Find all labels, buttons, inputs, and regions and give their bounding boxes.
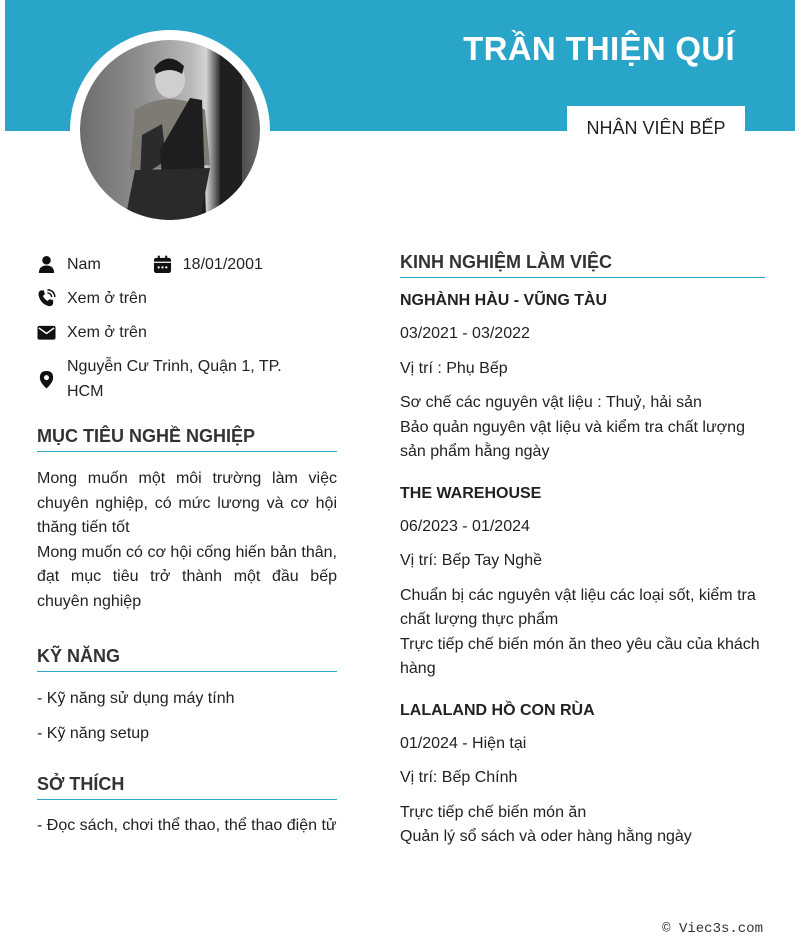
job-duty: Trực tiếp chế biến món ăn bbox=[400, 803, 587, 821]
objective-paragraph: Mong muốn một môi trường làm việc chuyên nghiệp, có mức lương và cơ hội thăng tiến tốt bbox=[37, 470, 337, 536]
objective-paragraph: Mong muốn có cơ hội cống hiến bản thân, đạt mục tiêu trở thành một đầu bếp chuyên nghiệp bbox=[37, 543, 337, 610]
address-value bbox=[67, 354, 282, 404]
job-duties bbox=[400, 801, 765, 850]
job-company: NGHÀNH HÀU - VŨNG TÀU bbox=[400, 292, 608, 309]
phone-value: Xem ở trên bbox=[67, 290, 147, 307]
job-company: THE WAREHOUSE bbox=[400, 484, 542, 502]
job-title-chip bbox=[567, 106, 745, 150]
location-pin-icon bbox=[37, 354, 57, 404]
email-value: Xem ở trên bbox=[67, 324, 147, 341]
avatar bbox=[80, 40, 260, 220]
job-duty: Sơ chế các nguyên vật liệu : Thuỷ, hải sản bbox=[400, 394, 702, 411]
right-column bbox=[400, 252, 765, 850]
skill-item: - Kỹ năng setup bbox=[37, 725, 150, 742]
job-entry bbox=[400, 292, 765, 465]
experience-title: KINH NGHIỆM LÀM VIỆC bbox=[400, 252, 765, 278]
job-position: Vị trí: Bếp Tay Nghề bbox=[400, 552, 542, 569]
contact-phone bbox=[37, 286, 337, 311]
skills-list bbox=[37, 687, 337, 746]
birthday-value: 18/01/2001 bbox=[182, 256, 263, 273]
hobbies-list bbox=[37, 814, 337, 839]
skill-item: - Kỹ năng sử dụng máy tính bbox=[37, 690, 235, 707]
envelope-icon bbox=[37, 320, 57, 345]
profile-photo-icon bbox=[80, 40, 260, 220]
calendar-icon bbox=[153, 252, 173, 277]
job-company: LALALAND HỒ CON RÙA bbox=[400, 701, 595, 719]
contact-address bbox=[37, 354, 337, 404]
phone-icon bbox=[37, 286, 57, 311]
skills-title: KỸ NĂNG bbox=[37, 646, 337, 672]
objective-title: MỤC TIÊU NGHỀ NGHIỆP bbox=[37, 426, 337, 452]
job-entry bbox=[400, 485, 765, 682]
address-line2: HCM bbox=[67, 383, 104, 400]
candidate-name: TRẦN THIỆN QUÍ bbox=[463, 30, 735, 67]
copyright: © Viec3s.com bbox=[662, 921, 763, 937]
hobby-item: - Đọc sách, chơi thể thao, thể thao điện tử bbox=[37, 817, 337, 834]
job-entry bbox=[400, 702, 765, 850]
job-duty: Trực tiếp chế biến món ăn theo yêu cầu của khách hàng bbox=[400, 635, 760, 677]
job-duty: Quản lý sổ sách và oder hàng hằng ngày bbox=[400, 828, 692, 845]
job-title: NHÂN VIÊN BẾP bbox=[586, 117, 726, 138]
contact-birthday bbox=[153, 252, 263, 277]
job-position: Vị trí : Phụ Bếp bbox=[400, 359, 508, 377]
person-icon bbox=[37, 252, 57, 277]
job-period: 01/2024 - Hiện tại bbox=[400, 734, 527, 752]
job-duties bbox=[400, 584, 765, 682]
job-duty: Chuẩn bị các nguyên vật liệu các loại sốt, kiểm tra chất lượng thực phẩm bbox=[400, 586, 756, 628]
contact-gender bbox=[37, 252, 101, 277]
job-duty: Bảo quản nguyên vật liệu và kiểm tra chất lượng sản phẩm hằng ngày bbox=[400, 418, 745, 460]
job-position: Vị trí: Bếp Chính bbox=[400, 769, 518, 786]
contact-gender-birthday bbox=[37, 252, 337, 277]
job-period: 06/2023 - 01/2024 bbox=[400, 517, 530, 535]
job-period: 03/2021 - 03/2022 bbox=[400, 325, 530, 342]
objective-body bbox=[37, 467, 337, 614]
job-duties bbox=[400, 391, 765, 465]
left-column bbox=[37, 252, 337, 839]
gender-value: Nam bbox=[67, 256, 101, 273]
address-line1: Nguyễn Cư Trinh, Quận 1, TP. bbox=[67, 358, 282, 375]
contact-email bbox=[37, 320, 337, 345]
hobbies-title: SỞ THÍCH bbox=[37, 774, 337, 800]
